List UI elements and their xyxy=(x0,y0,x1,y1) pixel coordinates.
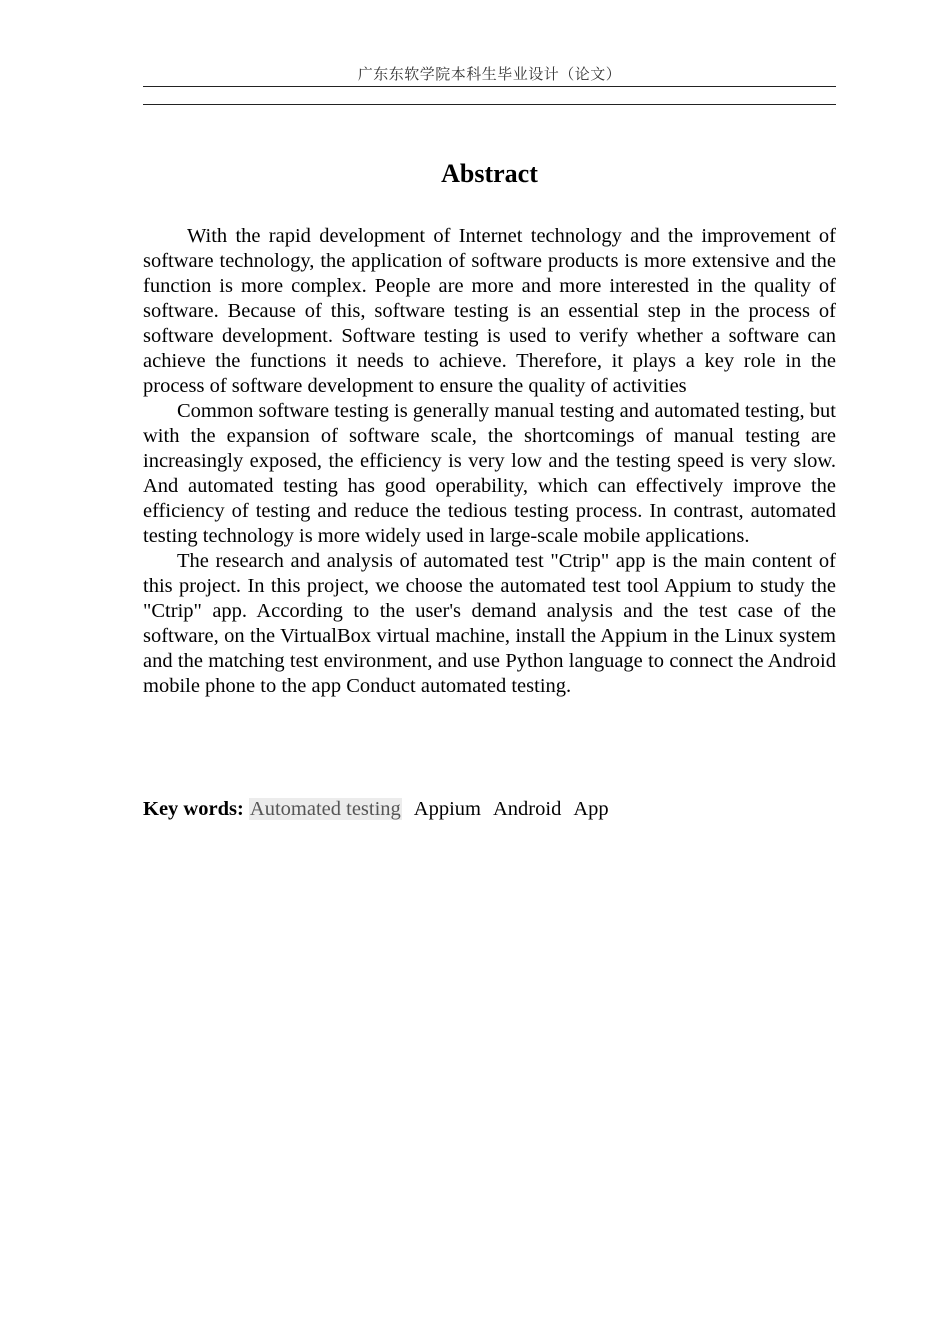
abstract-paragraph-2: Common software testing is generally manual testing and automated testing, but with the expansion of software scale, the shortcomings of manual testing are increasingly exposed, the efficiency is very low and the testing speed is very slow. And automated testing has good operability, which can effectively improve the efficiency of testing and reduce the tedious testing process. In contrast, automated testing technology is more widely used in large-scale mobile applications. xyxy=(143,400,836,547)
keyword-item: Automated testing xyxy=(249,798,401,820)
abstract-title: Abstract xyxy=(441,159,538,188)
running-header: 广东东软学院本科生毕业设计（论文） xyxy=(357,65,622,83)
keyword-item: Android xyxy=(493,798,562,820)
header-rule-top xyxy=(143,86,836,87)
abstract-paragraph-3: The research and analysis of automated test "Ctrip" app is the main content of this project. In this project, we choose the automated test tool Appium to study the "Ctrip" app. According to the user's demand analysis and the test case of the software, on the VirtualBox virtual machine, install the Appium in the Linux system and the matching test environment, and use Python language to connect the Android mobile phone to the app Conduct automated testing. xyxy=(143,550,836,697)
header-rule-bottom xyxy=(143,104,836,105)
keyword-item: Appium xyxy=(413,798,481,820)
keyword-item: App xyxy=(573,798,609,820)
abstract-body xyxy=(143,224,836,699)
keywords-label: Key words: xyxy=(143,798,244,820)
keywords-line xyxy=(143,796,836,822)
abstract-paragraph-1: With the rapid development of Internet technology and the improvement of software technology, the application of software products is more extensive and the function is more complex. People are more and more interested in the quality of software. Because of this, software testing is an essential step in the process of software development. Software testing is used to verify whether a software can achieve the functions it needs to achieve. Therefore, it plays a key role in the process of software development to ensure the quality of activities xyxy=(143,225,836,397)
